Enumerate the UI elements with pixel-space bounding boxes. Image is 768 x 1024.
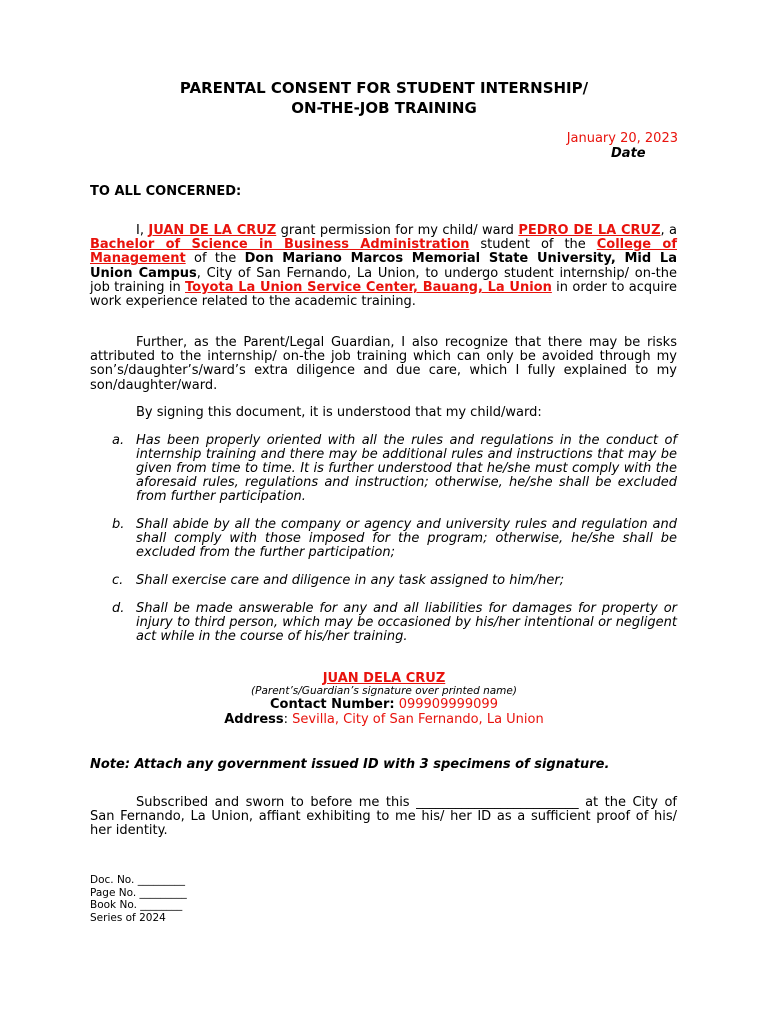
- text-run: student of the: [469, 237, 597, 253]
- oath-paragraph: Subscribed and sworn to before me this _________________________ at the City of San Fernando, La Union, affiant exhibiting to me his/ her ID as a sufficient proof of his/ her identity.: [90, 795, 677, 839]
- doc-number: Doc. No. _________: [90, 874, 185, 886]
- list-item: [90, 574, 677, 588]
- contact-number: [0, 697, 768, 712]
- list-marker: b.: [112, 517, 125, 532]
- text-run: , City of San Fernando, La Union, to undergo student internship/ on-the job training in: [90, 265, 677, 295]
- signatory-name: JUAN DELA CRUZ: [322, 671, 446, 686]
- understanding-paragraph: By signing this document, it is understood that my child/ward:: [136, 405, 542, 420]
- series-year: Series of 2024: [90, 911, 166, 924]
- document-title: [0, 78, 768, 118]
- page-number: Page No. _________: [90, 886, 187, 899]
- list-item-text: Shall abide by all the company or agency and university rules and regulation and shall comply with those imposed for the program; otherwise, he/she shall be excluded from the further participation;: [136, 517, 677, 560]
- list-item-text: Shall exercise care and diligence in any task assigned to him/her;: [136, 573, 565, 588]
- book-number: Book No. ________: [90, 899, 183, 911]
- date-value: January 20, 2023: [566, 131, 678, 146]
- risk-paragraph: Further, as the Parent/Legal Guardian, I also recognize that there may be risks attributed to the internship/ on-the job training which can only be avoided through my son’s/daughter’s/ward’s extra diligence and due care, which I fully explained to my son/daughter/ward.: [90, 335, 677, 393]
- date-label: Date: [611, 146, 646, 161]
- list-item: [90, 602, 677, 644]
- title-line-1: PARENTAL CONSENT FOR STUDENT INTERNSHIP/: [179, 79, 589, 97]
- list-item: [90, 518, 677, 560]
- title-line-2: ON-THE-JOB TRAINING: [291, 99, 477, 117]
- contact-value: 099909999099: [398, 697, 498, 712]
- contact-label: Contact Number:: [270, 697, 395, 712]
- note: Note: Attach any government issued ID with 3 specimens of signature.: [90, 757, 610, 772]
- list-marker: d.: [112, 601, 125, 616]
- consent-paragraph: [90, 224, 677, 309]
- text-run: in order to acquire work experience related to the academic training.: [90, 279, 677, 310]
- address: Address: Sevilla, City of San Fernando, La Union: [224, 712, 544, 727]
- list-marker: a.: [112, 433, 125, 448]
- university-name: Don Mariano Marcos Memorial State University, Mid La Union Campus: [90, 251, 677, 281]
- conditions-list: [90, 434, 677, 504]
- notary-details: [90, 874, 187, 924]
- salutation: TO ALL CONCERNED:: [90, 184, 242, 199]
- list-item-text: Has been properly oriented with all the rules and regulations in the conduct of internship training and there may be additional rules and instructions that may be given from time to time. It is further understood that he/she must comply with the aforesaid rules, regulations and instruction; otherwise, he/she shall be excluded from further participation.: [136, 433, 677, 504]
- text-run: of the: [185, 251, 245, 267]
- text-run: I,: [136, 223, 149, 238]
- text-run: grant permission for my child/ ward: [276, 223, 519, 238]
- conditions-list: [90, 602, 677, 644]
- list-item-text: Shall be made answerable for any and all liabilities for damages for property or injury to third person, which may be occasioned by his/her intentional or negligent act while in the course of his/her training.: [136, 601, 677, 644]
- conditions-list: [90, 574, 677, 588]
- text-run: , a: [660, 223, 678, 238]
- college-name: College of Management: [90, 237, 678, 267]
- list-marker: c.: [112, 573, 124, 588]
- list-item: [90, 434, 677, 504]
- parent-name: JUAN DE LA CRUZ: [148, 223, 277, 238]
- company-name: Toyota La Union Service Center, Bauang, La Union: [185, 279, 552, 295]
- address-value: Sevilla, City of San Fernando, La Union: [292, 712, 544, 727]
- conditions-list: [90, 518, 677, 560]
- child-name: PEDRO DE LA CRUZ: [518, 223, 661, 238]
- signature-caption: (Parent’s/Guardian’s signature over printed name): [251, 685, 517, 697]
- address-label: Address: [224, 712, 284, 727]
- program-name: Bachelor of Science in Business Administration: [90, 237, 470, 253]
